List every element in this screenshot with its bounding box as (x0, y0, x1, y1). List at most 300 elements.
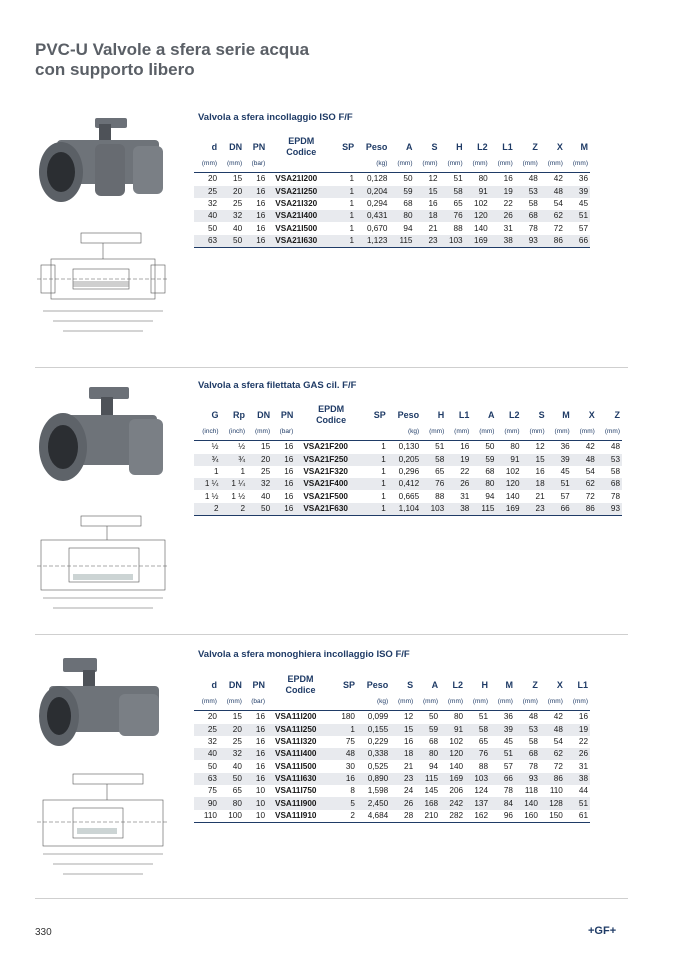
unit-label (295, 426, 366, 441)
table-cell: 180 (341, 712, 355, 722)
spec-table-1 (194, 136, 590, 248)
table-cell: 10 (244, 797, 267, 809)
column-header: S (538, 409, 545, 420)
table-cell: 28 (390, 810, 415, 823)
table-cell: 15 (261, 442, 271, 452)
table-cell: 42 (585, 442, 595, 452)
table-cell: 20 (219, 724, 244, 736)
table-cell: 48 (528, 174, 538, 184)
unit-label: (mm) (515, 158, 540, 173)
table-cell: 80 (471, 478, 496, 490)
unit-label: (mm) (194, 696, 219, 711)
table-cell: 15 (415, 186, 440, 198)
table-cell: 57 (578, 223, 588, 233)
column-header: A (431, 679, 439, 690)
table-cell: 93 (515, 773, 540, 785)
table-cell: 39 (490, 724, 515, 736)
column-header: L2 (477, 141, 488, 152)
table-cell: 59 (389, 186, 414, 198)
table-cell: 140 (515, 797, 540, 809)
table-cell: 19 (490, 186, 515, 198)
unit-label: (mm) (446, 426, 471, 441)
table-cell: 16 (284, 491, 294, 501)
table-cell: 51 (565, 797, 590, 809)
table-cell: 16 (428, 199, 438, 209)
table-cell: 2 (221, 503, 248, 516)
table-cell: 86 (540, 773, 565, 785)
column-header (295, 404, 366, 426)
table-cell: 50 (403, 174, 413, 184)
table-cell: 19 (446, 454, 471, 466)
unit-label (367, 426, 388, 441)
table-cell: 16 (503, 174, 513, 184)
table-cell: 58 (528, 199, 538, 209)
table-row (194, 441, 622, 454)
table-cell: 38 (446, 503, 471, 516)
table-cell: 51 (478, 712, 489, 722)
table-cell: 50 (485, 442, 495, 452)
product-code: VSA21I320 (275, 199, 318, 209)
table-cell: 160 (515, 810, 540, 823)
table-cell: 32 (219, 748, 244, 760)
product-code: VSA21F630 (295, 503, 366, 516)
table-cell: 145 (424, 786, 439, 796)
table-cell: 48 (540, 186, 565, 198)
table-cell: 25 (194, 724, 219, 736)
table-cell: ½ (211, 442, 219, 452)
column-header: L2 (452, 679, 464, 690)
table-cell: 58 (421, 454, 446, 466)
column-header (267, 674, 334, 696)
table-cell: 1 (381, 442, 386, 452)
table-cell: 10 (255, 786, 265, 796)
table-cell: 18 (390, 748, 415, 760)
unit-label: (bar) (244, 158, 267, 173)
table-row (194, 797, 590, 809)
unit-label: (mm) (465, 696, 490, 711)
table-cell: 53 (515, 724, 540, 736)
table-cell: 4,684 (357, 810, 390, 823)
table-cell: 1,104 (388, 503, 421, 516)
table-cell: 10 (244, 810, 267, 823)
table-cell: 31 (460, 491, 470, 501)
table-cell: 31 (503, 223, 513, 233)
table-cell: 40 (232, 761, 242, 771)
product-code: VSA11I250 (267, 724, 334, 736)
table-cell: 210 (415, 810, 440, 823)
table-row (194, 454, 622, 466)
product-code: VSA21I200 (275, 174, 318, 184)
unit-label: (mm) (547, 426, 572, 441)
product-code: VSA21F500 (303, 491, 348, 501)
table-cell: 26 (565, 748, 590, 760)
table-cell: 80 (389, 210, 414, 222)
table-cell: 50 (207, 761, 217, 771)
product-code: VSA21I250 (267, 186, 335, 198)
table-cell: 26 (446, 478, 471, 490)
table-cell: 0,204 (356, 186, 389, 198)
table-cell: 39 (565, 186, 590, 198)
table-cell: ¾ (194, 454, 221, 466)
table-cell: 68 (485, 467, 495, 477)
table-cell: 88 (435, 491, 445, 501)
unit-label: (mm) (490, 158, 515, 173)
table-cell: 22 (578, 737, 588, 747)
unit-label: (mm) (421, 426, 446, 441)
table-cell: 0,294 (366, 199, 388, 209)
table-cell: 16 (272, 503, 295, 516)
unit-label: (mm) (219, 696, 244, 711)
column-header: PN (252, 679, 265, 690)
table-cell: 36 (560, 442, 570, 452)
table-cell: 68 (429, 737, 439, 747)
table-cell: 40 (261, 491, 271, 501)
table-cell: 102 (474, 199, 488, 209)
unit-label (267, 696, 334, 711)
table-cell: 16 (255, 737, 265, 747)
table-cell: 38 (565, 773, 590, 785)
product-code: VSA21F250 (295, 454, 366, 466)
table-cell: 1 (335, 186, 356, 198)
table-cell: 59 (415, 724, 440, 736)
table-cell: 1 (335, 235, 356, 248)
column-header: S (431, 141, 438, 152)
table-cell: 103 (421, 503, 446, 516)
table-cell: 2 (194, 503, 221, 516)
table-cell: 21 (535, 491, 545, 501)
gf-logo: +GF+ (588, 925, 617, 937)
table-cell: 12 (404, 712, 414, 722)
table-cell: 1 (349, 199, 355, 209)
unit-label: (inch) (194, 426, 221, 441)
table-cell: 20 (207, 174, 218, 184)
table-cell: 1 ½ (231, 491, 246, 501)
column-header: Peso (365, 141, 388, 152)
column-header: PN (280, 409, 294, 420)
table-cell: 25 (233, 199, 243, 209)
table-cell: 22 (460, 467, 470, 477)
unit-label: (mm) (490, 696, 515, 711)
section-title-3: Valvola a sfera monoghiera incollaggio ISO F/F (198, 649, 410, 660)
table-cell: 66 (547, 503, 572, 516)
table-cell: 78 (610, 491, 620, 501)
column-header: H (437, 409, 445, 420)
unit-label: (mm) (540, 696, 565, 711)
table-cell: 66 (565, 235, 590, 248)
table-cell: 16 (535, 467, 545, 477)
table-cell: 1 ¼ (221, 478, 248, 490)
table-cell: 21 (404, 761, 414, 771)
table-cell: 12 (428, 174, 438, 184)
unit-label: (mm) (440, 158, 465, 173)
table-cell: 1 (367, 503, 388, 516)
table-cell: 91 (465, 186, 490, 198)
table-cell: 50 (247, 503, 272, 516)
table-cell: 0,296 (398, 467, 420, 477)
column-header: Peso (366, 679, 389, 690)
table-cell: 16 (256, 223, 266, 233)
table-row (194, 810, 590, 823)
table-cell: 68 (515, 748, 540, 760)
unit-label: (mm) (389, 158, 414, 173)
product-code: VSA11I630 (267, 773, 334, 785)
table-cell: 25 (261, 467, 271, 477)
table-cell: 0,155 (357, 724, 390, 736)
table-row (194, 785, 590, 797)
unit-label: (mm) (540, 158, 565, 173)
table-cell: 57 (560, 491, 570, 501)
column-header (267, 136, 335, 158)
table-row (194, 724, 590, 736)
page-title (35, 40, 309, 80)
table-cell: 50 (219, 773, 244, 785)
column-header: X (588, 409, 595, 420)
table-cell: 0,130 (398, 442, 420, 452)
table-cell: 18 (522, 478, 547, 490)
table-cell: 1 ¼ (194, 478, 221, 490)
table-cell: 0,099 (367, 712, 389, 722)
product-code: VSA11I500 (275, 761, 317, 771)
table-cell: 59 (471, 454, 496, 466)
table-cell: 16 (284, 467, 294, 477)
table-row (194, 748, 590, 760)
table-row (194, 736, 590, 748)
table-cell: 54 (585, 467, 595, 477)
table-cell: 1 (335, 210, 356, 222)
table-cell: 16 (255, 761, 265, 771)
table-cell: 40 (194, 210, 219, 222)
unit-label: (bar) (244, 696, 267, 711)
footer-divider (35, 898, 628, 899)
table-cell: 86 (572, 503, 597, 516)
table-cell: 45 (560, 467, 570, 477)
table-cell: 140 (474, 223, 488, 233)
table-cell: 78 (528, 761, 538, 771)
table-cell: 23 (390, 773, 415, 785)
table-cell: 84 (490, 797, 515, 809)
table-row (194, 186, 590, 198)
table-cell: 16 (255, 712, 265, 722)
table-cell: 25 (232, 737, 242, 747)
table-cell: 42 (553, 174, 563, 184)
column-header: M (562, 409, 570, 420)
table-cell: 110 (549, 786, 563, 796)
product-code: VSA11I320 (275, 737, 317, 747)
table-cell: 42 (553, 712, 563, 722)
table-cell: 1 (349, 174, 355, 184)
unit-label: (kg) (357, 696, 390, 711)
table-cell: 51 (490, 748, 515, 760)
product-code: VSA21F200 (303, 442, 348, 452)
table-cell: 44 (578, 786, 588, 796)
table-cell: 61 (565, 810, 590, 823)
table-cell: 15 (233, 174, 243, 184)
table-cell: 2 (334, 810, 357, 823)
unit-label: (mm) (471, 426, 496, 441)
product-code: VSA21F400 (295, 478, 366, 490)
technical-drawing-2 (33, 510, 173, 615)
table-cell: 53 (597, 454, 622, 466)
table-cell: 80 (478, 174, 488, 184)
column-header: DN (257, 409, 271, 420)
section-divider-1 (35, 367, 628, 368)
product-code: VSA11I200 (275, 712, 317, 722)
table-cell: 140 (505, 491, 520, 501)
table-cell: 1 (349, 223, 355, 233)
table-cell: 26 (390, 797, 415, 809)
table-cell: 115 (389, 235, 414, 248)
table-cell: 23 (522, 503, 547, 516)
unit-label: (mm) (415, 158, 440, 173)
table-cell: 150 (540, 810, 565, 823)
column-header: SP (342, 141, 355, 152)
table-cell: 169 (465, 235, 490, 248)
table-cell: 25 (194, 186, 219, 198)
table-row (194, 210, 590, 222)
column-header: X (556, 679, 563, 690)
table-cell: 20 (247, 454, 272, 466)
table-cell: 63 (194, 773, 219, 785)
table-row (194, 173, 590, 186)
table-cell: 103 (440, 235, 465, 248)
unit-label: (kg) (388, 426, 421, 441)
column-header: A (487, 409, 495, 420)
table-cell: 50 (429, 712, 439, 722)
table-cell: 115 (415, 773, 440, 785)
table-cell: 102 (449, 737, 464, 747)
page-title-line1: PVC-U Valvole a sfera serie acqua (35, 40, 310, 59)
spec-table-2 (194, 404, 622, 516)
table-cell: 32 (207, 199, 218, 209)
table-cell: 206 (449, 786, 464, 796)
unit-label: (mm) (496, 426, 521, 441)
column-header: Z (532, 679, 538, 690)
section-title-2: Valvola a sfera filettata GAS cil. F/F (198, 380, 357, 391)
table-cell: 32 (219, 210, 244, 222)
table-cell: 80 (510, 442, 520, 452)
product-code: VSA21I500 (275, 223, 318, 233)
table-cell: 1 (334, 724, 357, 736)
table-row (194, 711, 590, 724)
table-cell: 118 (524, 786, 538, 796)
column-header: L2 (509, 409, 520, 420)
product-code: VSA11I900 (267, 797, 334, 809)
table-cell: 20 (207, 712, 217, 722)
table-cell: 93 (597, 503, 622, 516)
table-cell: 137 (465, 797, 490, 809)
table-cell: 62 (540, 748, 565, 760)
spec-table-3 (194, 674, 590, 823)
column-header: X (556, 141, 563, 152)
page-title-line2: con supporto libero (35, 60, 195, 79)
table-cell: 65 (478, 737, 489, 747)
table-cell: 0,338 (357, 748, 390, 760)
table-cell: 120 (440, 748, 465, 760)
unit-label (335, 158, 356, 173)
column-header: Z (532, 141, 538, 152)
table-cell: 65 (453, 199, 463, 209)
unit-label: (mm) (194, 158, 219, 173)
table-cell: 51 (565, 210, 590, 222)
table-cell: 16 (256, 174, 266, 184)
column-header: G (211, 409, 219, 420)
table-cell: 78 (528, 223, 538, 233)
table-cell: 75 (345, 737, 355, 747)
table-cell: 16 (244, 773, 267, 785)
table-cell: 57 (503, 761, 513, 771)
product-code: VSA11I750 (275, 786, 317, 796)
column-header: Z (614, 409, 620, 420)
table-cell: 54 (553, 737, 563, 747)
product-code: VSA21I400 (267, 210, 335, 222)
table-cell: 1,598 (367, 786, 389, 796)
column-header: L1 (458, 409, 470, 420)
page-number: 330 (35, 927, 52, 938)
table-row (194, 466, 622, 478)
table-cell: 1,123 (356, 235, 389, 248)
table-cell: 63 (194, 235, 219, 248)
table-cell: 12 (535, 442, 545, 452)
unit-label: (mm) (465, 158, 490, 173)
column-header: M (580, 141, 588, 152)
table-cell: 88 (453, 223, 463, 233)
table-row (194, 222, 590, 234)
column-header: SP (373, 409, 386, 420)
product-code: VSA11I910 (267, 810, 334, 823)
column-header: S (407, 679, 414, 690)
table-cell: 16 (244, 235, 267, 248)
table-cell: 48 (528, 712, 538, 722)
table-cell: 0,670 (366, 223, 388, 233)
unit-label: (kg) (356, 158, 389, 173)
column-header-label: EPDM (287, 674, 314, 684)
table-cell: 124 (474, 786, 489, 796)
table-cell: 100 (219, 810, 244, 823)
table-row (194, 235, 590, 248)
table-cell: 86 (540, 235, 565, 248)
table-cell: 16 (334, 773, 357, 785)
table-cell: 0,431 (356, 210, 389, 222)
table-cell: 22 (503, 199, 513, 209)
table-cell: 36 (578, 174, 588, 184)
unit-label: (mm) (565, 158, 590, 173)
table-cell: 1 (381, 467, 386, 477)
table-cell: 16 (460, 442, 470, 452)
unit-label (334, 696, 357, 711)
table-cell: 76 (440, 210, 465, 222)
table-cell: 51 (453, 174, 463, 184)
unit-label: (mm) (247, 426, 272, 441)
table-cell: 72 (553, 761, 563, 771)
table-cell: 45 (578, 199, 588, 209)
column-header-sublabel: Codice (316, 415, 347, 425)
table-cell: 62 (572, 478, 597, 490)
table-cell: 75 (207, 786, 217, 796)
table-cell: 50 (219, 235, 244, 248)
unit-label: (mm) (415, 696, 440, 711)
unit-label: (mm) (522, 426, 547, 441)
table-cell: 16 (244, 210, 267, 222)
column-header: A (406, 141, 413, 152)
table-cell: 80 (453, 712, 464, 722)
product-code: VSA21F320 (303, 467, 348, 477)
table-cell: 103 (465, 773, 490, 785)
unit-label: (mm) (440, 696, 465, 711)
table-cell: 88 (478, 761, 489, 771)
table-cell: 8 (350, 786, 355, 796)
column-header: H (456, 141, 463, 152)
unit-label: (mm) (515, 696, 540, 711)
